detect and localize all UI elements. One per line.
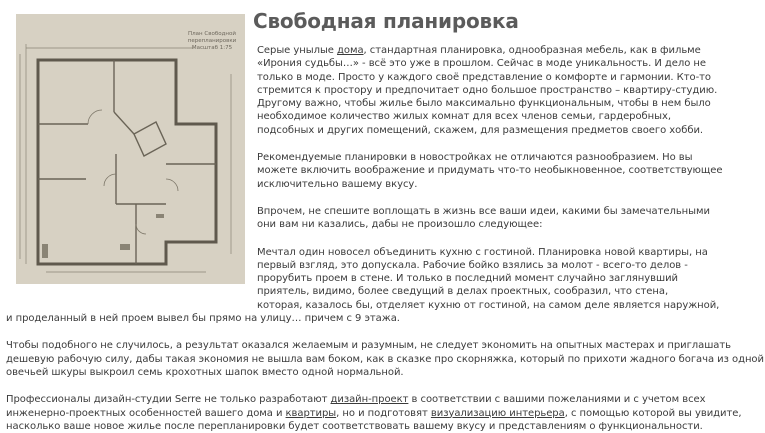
link-design-project[interactable]: дизайн-проект xyxy=(330,394,409,406)
link-kvartiry[interactable]: квартиры xyxy=(285,407,337,419)
paragraph-warning: Чтобы подобного не случилось, а результат оказался желаемым и разумным, не следует экономить на опытных мастерах и приглашать дешевую рабочую силу, дабы такая экономия не вышла вам боком, как в сказке про скорняжка, который по прихоти жадного богача из одной овечьей шкуры выкроил семь крохотных шапок вместо одной нормальной. xyxy=(6,340,764,378)
paragraph-story: Мечтал один новосел объединить кухню с гостиной. Планировка новой квартиры, на первый взгляд, это допускала. Рабочие бойко взялись за молот - всего-то делов - прорубить проем в стене. И только в последний момент случайно заглянувший приятель, видимо, более сведущий в делах проектных, сообразил, что стена, которая, казалось бы, отделяет кухню от гостиной, на самом деле является наружной, и проделанный в ней проем вывел бы прямо на улицу… причем с 9 этажа. xyxy=(6,246,720,325)
paragraph-recommended: Рекомендуемые планировки в новостройках не отличаются разнообразием. Но вы можете включить воображение и придумать что-то необыкновенное, соответствующее исключительно вашему вкусу. xyxy=(257,152,723,190)
paragraph-however: Впрочем, не спешите воплощать в жизнь все ваши идеи, какими бы замечательными они вам ни казались, дабы не произошло следующее: xyxy=(257,205,710,231)
paragraph-professionals: Профессионалы дизайн-студии Serre не только разработают дизайн-проект в соответствии с вашими пожеланиями и с учетом всех инженерно-проектных особенностей вашего дома и квартиры, но и подготовят визуализацию интерьера, с помощью которой вы увидите, насколько ваше новое жилье после перепланировки будет соответствовать вашему вкусу и представлениям о функциональности. xyxy=(6,394,742,432)
page-title: Свободная планировка xyxy=(253,9,519,33)
link-doma[interactable]: дома xyxy=(337,45,364,56)
link-interior-visualization[interactable]: визуализацию интерьера xyxy=(430,407,565,419)
paragraph-intro: Серые унылые дома, стандартная планировка, однообразная мебель, как в фильме «Ирония судьбы…» - всё это уже в прошлом. Сейчас в моде уникальность. И дело не только в моде. Просто у каждого своё представление о комфорте и гармонии. Кто-то стремится к простору и предпочитает одно большое пространство – квартиру-студию. Другому важно, чтобы жилье было максимально функциональным, чтобы в нем было необходимое количество жилых комнат для всех членов семьи, гардеробных, подсобных и других помещений, скажем, для размещения предметов своего хобби. xyxy=(257,45,718,136)
plan-caption-line-2: перепланировки xyxy=(187,38,237,44)
plan-caption-line-1: План Свободной xyxy=(188,31,236,37)
plan-caption-line-3: Масштаб 1:75 xyxy=(191,45,233,51)
article-body xyxy=(6,44,764,433)
